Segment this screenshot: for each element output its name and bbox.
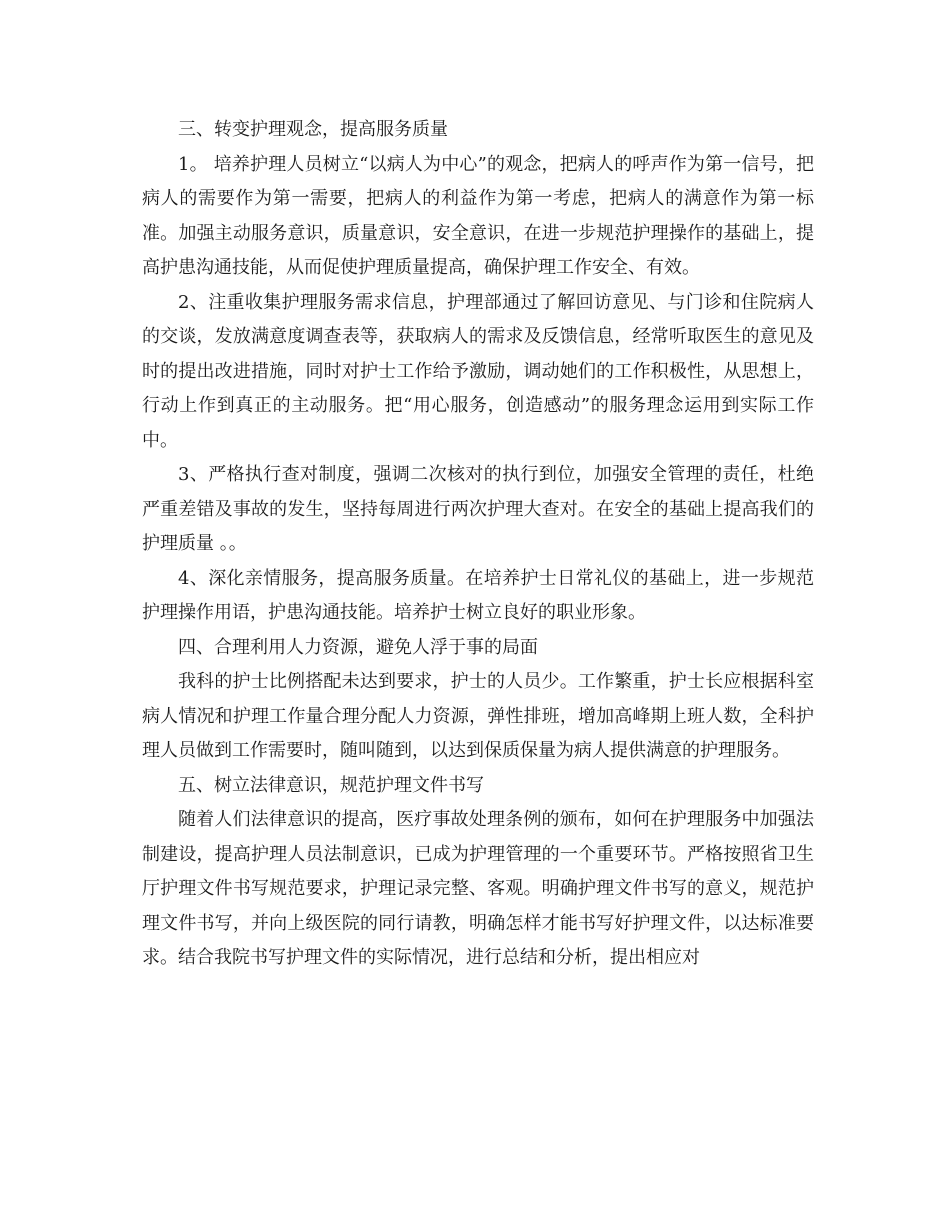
section-heading-5: 五、树立法律意识，规范护理文件书写: [178, 774, 484, 796]
paragraph-3-1: 1。 培养护理人员树立“以病人为中心”的观念，把病人的呼声作为第一信号，把病人的需要作为第一需要，把病人的利益作为第一考虑，把病人的满意作为第一标准。加强主动服务意识，质量意识，安全意识，在进一步规范护理操作的基础上，提高护患沟通技能，从而促使护理质量提高，确保护理工作安全、有效。: [142, 153, 814, 278]
section-heading-4: 四、合理利用人力资源，避免人浮于事的局面: [178, 636, 538, 658]
paragraph-3-2: 2、注重收集护理服务需求信息，护理部通过了解回访意见、与门诊和住院病人的交谈，发放满意度调查表等，获取病人的需求及反馈信息，经常听取医生的意见及时的提出改进措施，同时对护士工作给予激励，调动她们的工作积极性，从思想上，行动上作到真正的主动服务。把“用心服务，创造感动”的服务理念运用到实际工作中。: [142, 291, 814, 451]
paragraph-5-1: 随着人们法律意识的提高，医疗事故处理条例的颁布，如何在护理服务中加强法制建设，提高护理人员法制意识，已成为护理管理的一个重要环节。严格按照省卫生厅护理文件书写规范要求，护理记录完整、客观。明确护理文件书写的意义，规范护理文件书写，并向上级医院的同行请教，明确怎样才能书写好护理文件，以达标准要求。结合我院书写护理文件的实际情况，进行总结和分析，提出相应对: [142, 809, 814, 968]
paragraph-3-4: 4、深化亲情服务，提高服务质量。在培养护士日常礼仪的基础上，进一步规范护理操作用语，护患沟通技能。培养护士树立良好的职业形象。: [142, 567, 814, 623]
paragraph-3-3: 3、严格执行查对制度，强调二次核对的执行到位，加强安全管理的责任，杜绝严重差错及事故的发生，坚持每周进行两次护理大查对。在安全的基础上提高我们的护理质量 。。: [142, 464, 814, 554]
document-body: [142, 113, 814, 976]
paragraph-4-1: 我科的护士比例搭配未达到要求，护士的人员少。工作繁重，护士长应根据科室病人情况和护理工作量合理分配人力资源，弹性排班，增加高峰期上班人数，全科护理人员做到工作需要时，随叫随到，以达到保质保量为病人提供满意的护理服务。: [142, 671, 814, 761]
section-heading-3: 三、转变护理观念，提高服务质量: [178, 119, 448, 140]
